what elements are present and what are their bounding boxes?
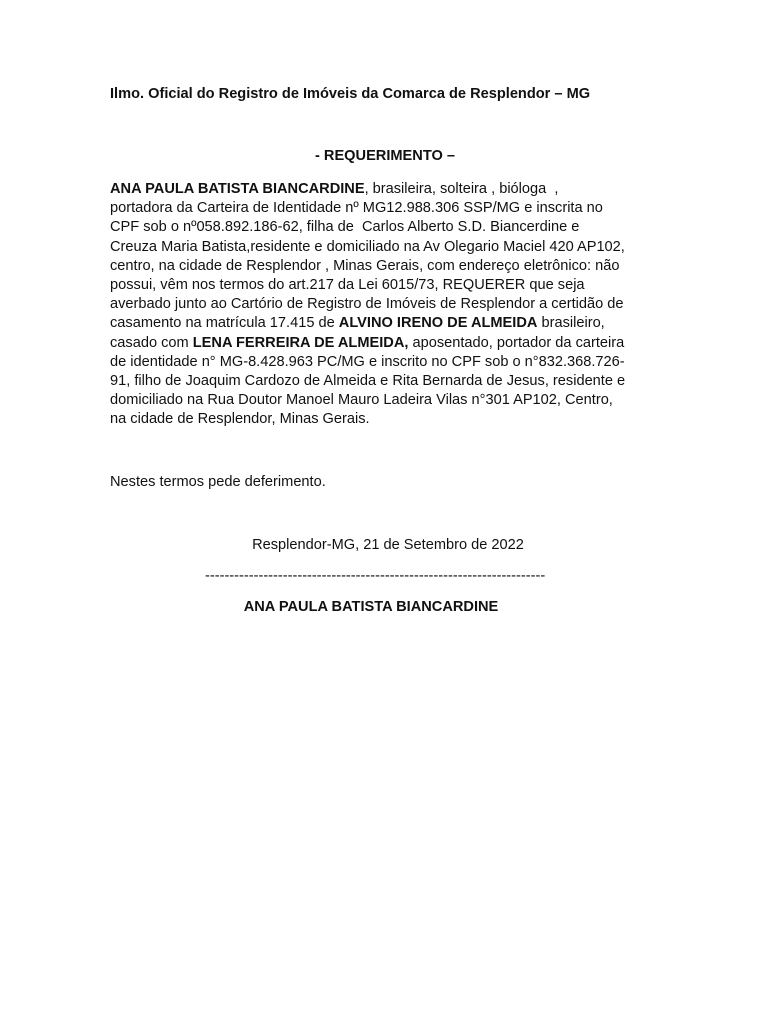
body-line: na cidade de Resplendor, Minas Gerais.: [110, 411, 370, 428]
body-line: 91, filho de Joaquim Cardozo de Almeida e Rita Bernarda de Jesus, residente e: [110, 373, 626, 390]
body-text-fragment: casamento na matrícula 17.415 de: [110, 315, 339, 332]
body-line: de identidade n° MG-8.428.963 PC/MG e inscrito no CPF sob o n°832.368.726-: [110, 353, 625, 370]
body-line: centro, na cidade de Resplendor , Minas Gerais, com endereço eletrônico: não: [110, 257, 620, 274]
document-title: - REQUERIMENTO –: [314, 148, 455, 164]
signature-line: ----------------------------------------------------------------------: [205, 568, 546, 584]
body-line: [110, 334, 662, 353]
body-line: portadora da Carteira de Identidade nº MG12.988.306 SSP/MG e inscrita no: [110, 200, 603, 217]
body-text-fragment: , brasileira, solteira , bióloga ,: [364, 181, 559, 197]
request-body: [110, 180, 662, 430]
body-text-fragment: aposentado, portador da carteira: [408, 334, 625, 351]
husband-name: ALVINO IRENO DE ALMEIDA: [338, 315, 538, 332]
body-line: domiciliado na Rua Doutor Manoel Mauro Ladeira Vilas n°301 AP102, Centro,: [110, 392, 613, 409]
body-line: Creuza Maria Batista,residente e domiciliado na Av Olegario Maciel 420 AP102,: [110, 238, 625, 255]
body-line: [110, 180, 662, 199]
signer-name: ANA PAULA BATISTA BIANCARDINE: [243, 599, 499, 615]
addressee-heading: Ilmo. Oficial do Registro de Imóveis da Comarca de Resplendor – MG: [110, 86, 591, 102]
body-text-fragment: brasileiro,: [537, 315, 605, 332]
closing-statement: Nestes termos pede deferimento.: [110, 474, 326, 490]
body-line: possui, vêm nos termos do art.217 da Lei 6015/73, REQUERER que seja: [110, 277, 585, 294]
requester-name: ANA PAULA BATISTA BIANCARDINE: [110, 181, 365, 197]
place-and-date: Resplendor-MG, 21 de Setembro de 2022: [252, 537, 524, 553]
body-line: [110, 314, 662, 333]
spouse-name: LENA FERREIRA DE ALMEIDA,: [192, 334, 409, 351]
body-text-fragment: casado com: [110, 334, 193, 351]
body-line: averbado junto ao Cartório de Registro de Imóveis de Resplendor a certidão de: [110, 296, 624, 313]
body-line: CPF sob o nº058.892.186-62, filha de Carlos Alberto S.D. Biancerdine e: [110, 219, 580, 236]
